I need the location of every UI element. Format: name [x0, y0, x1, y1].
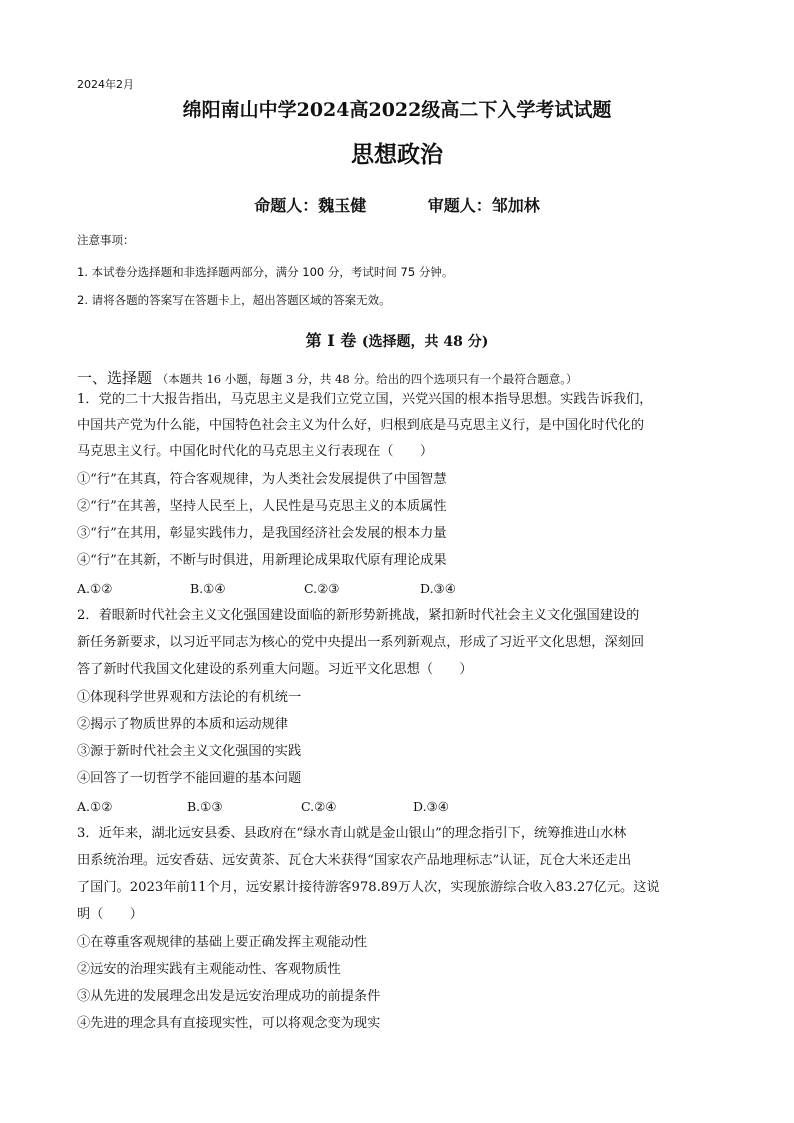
option-d: D.③④: [413, 799, 449, 814]
section-subtitle: (选择题，共 48 分): [361, 334, 489, 350]
option-d: D.③④: [420, 581, 456, 596]
question-stem-line: 新任务新要求，以习近平同志为核心的党中央提出一系列新观点，形成了习近平文化思想，深刻回: [77, 635, 645, 650]
option-c: C.②③: [304, 581, 340, 596]
question-stem-line: 3．近年来，湖北远安县委、县政府在“绿水青山就是金山银山”的理念指引下，统筹推进山水林: [77, 826, 627, 841]
section-name: 第 I 卷: [305, 331, 357, 350]
option-b: B.①④: [190, 581, 226, 596]
question-item: ①在尊重客观规律的基础上要正确发挥主观能动性: [77, 935, 368, 950]
option-b: B.①③: [187, 799, 223, 814]
question-item: ④“行”在其新，不断与时俱进，用新理论成果取代原有理论成果: [77, 553, 447, 568]
author-name: 命题人：魏玉健: [254, 196, 367, 215]
notice-item: 2. 请将各题的答案写在答题卡上，超出答题区域的答案无效。: [77, 293, 391, 307]
question-item: ①“行”在其真，符合客观规律，为人类社会发展提供了中国智慧: [77, 472, 447, 487]
section-title: [0, 328, 794, 351]
question-item: ③从先进的发展理念出发是远安治理成功的前提条件: [77, 989, 381, 1004]
reviewer-name: 审题人：邹加林: [427, 196, 540, 215]
question-stem-line: 田系统治理。远安香菇、远安黄茶、瓦仓大米获得“国家农产品地理标志”认证，瓦仓大米还走出: [77, 853, 632, 868]
question-item: ②远安的治理实践有主观能动性、客观物质性: [77, 962, 341, 977]
question-stem-line: 1．党的二十大报告指出，马克思主义是我们立党立国，兴党兴国的根本指导思想。实践告诉我们，: [77, 392, 653, 407]
subject-title: 思想政治: [351, 141, 443, 168]
question-stem-line: 了国门。2023年前11个月，远安累计接待游客978.89万人次，实现旅游综合收入83.27亿元。这说: [77, 880, 660, 895]
question-stem-line: 明（ ）: [77, 907, 143, 922]
option-a: A.①②: [77, 581, 113, 596]
part-note: （本题共 16 小题，每题 3 分，共 48 分。给出的四个选项只有一个最符合题意。）: [156, 372, 578, 386]
question-item: ③“行”在其用，彰显实践伟力，是我国经济社会发展的根本力量: [77, 526, 447, 541]
notice-item: 1. 本试卷分选择题和非选择题两部分，满分 100 分，考试时间 75 分钟。: [77, 265, 454, 279]
exam-date: 2024年2月: [77, 78, 134, 91]
part-title: 一、选择题: [77, 369, 153, 387]
question-item: ④回答了一切哲学不能回避的基本问题: [77, 771, 302, 786]
question-stem-line: 马克思主义行。中国化时代化的马克思主义行表现在（ ）: [77, 444, 434, 459]
option-c: C.②④: [301, 799, 337, 814]
question-stem-line: 2．着眼新时代社会主义文化强国建设面临的新形势新挑战，紧扣新时代社会主义文化强国建设的: [77, 608, 640, 623]
question-item: ①体现科学世界观和方法论的有机统一: [77, 690, 302, 705]
exam-title: 绵阳南山中学2024高2022级高二下入学考试试题: [182, 99, 612, 121]
question-item: ②揭示了物质世界的本质和运动规律: [77, 717, 288, 732]
question-item: ③源于新时代社会主义文化强国的实践: [77, 744, 302, 759]
question-item: ②“行”在其善，坚持人民至上，人民性是马克思主义的本质属性: [77, 499, 447, 514]
part-heading: [77, 368, 578, 389]
authors: [0, 193, 794, 216]
notice-heading: 注意事项：: [77, 233, 135, 247]
option-a: A.①②: [77, 799, 113, 814]
question-item: ④先进的理念具有直接现实性，可以将观念变为现实: [77, 1016, 381, 1031]
question-stem-line: 中国共产党为什么能，中国特色社会主义为什么好，归根到底是马克思主义行，是中国化时代化的: [77, 418, 645, 433]
question-stem-line: 答了新时代我国文化建设的系列重大问题。习近平文化思想（ ）: [77, 662, 473, 677]
